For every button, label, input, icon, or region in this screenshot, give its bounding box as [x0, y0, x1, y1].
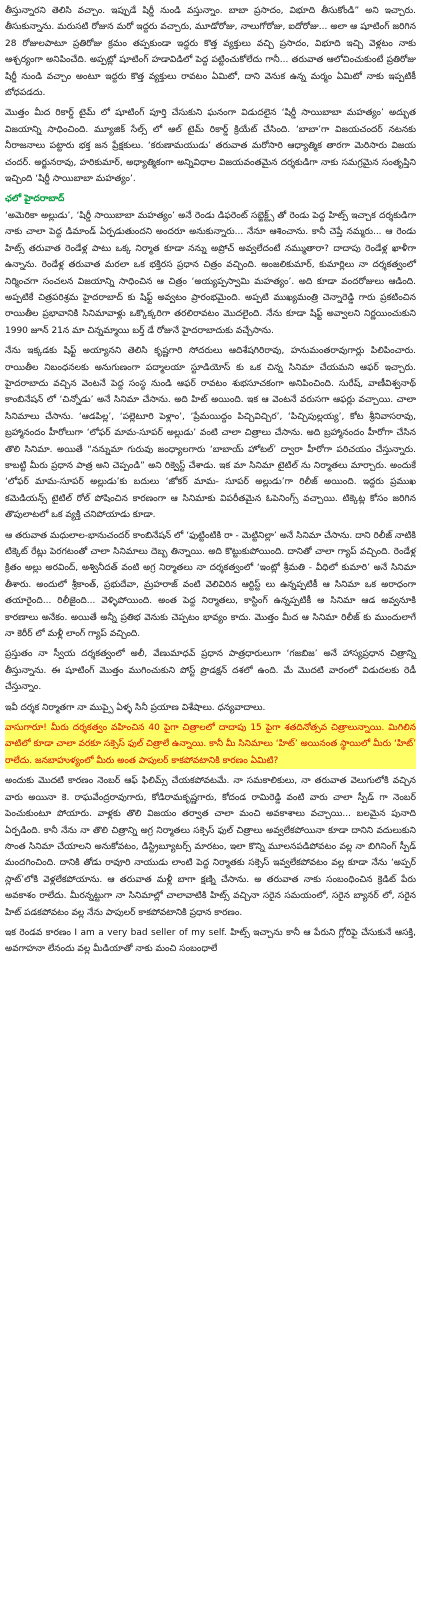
paragraph: ఆ తరువాత మధులాల-భానుచందర్ కాంబినేషన్ లో ‘ఫుట్టింటికి రా - మెట్టినిల్లా’ అనే సినిమా చేసాను. దాని రిలీజ్ నాటికి టిక్కెట్ రేట్లు పెరగటంతో చాలా సినిమాలు దెబ్బ తిన్నాయి. అది కొట్టుకుపోయింది. దానితో చాలా గ్యాప్ వచ్చింది. రెండేళ్ల క్రితం అల్లు అరవింద్, అశ్వినీదత్ వంటి అగ్ర నిర్మాతలు నా దర్శకత్వంలో ‘ఇంట్లో శ్రీమతి - వీధిలో కుమారి’ అనే సినిమా తీశారు. అందులో శ్రీకాంత్, ప్రభుదేవా, మ్రహరాజ్ వంటి వెలివిరిన ఆర్టిస్ట్ లు ఉన్నప్పటికీ ఆ సినిమా ఒక అరాధంగా తయారైంది... రిలీజైంది... వెళ్ళిపోయింది. అంత పెద్ద నిర్మాతలు, కాస్టింగ్ ఉన్నప్పటికీ ఆ సినిమా ఆడ అవ్వనూకి కారణాలు అనేకం. అయితే అన్నీ ప్రతిభ వెనుకు చెప్పటం భావ్యం కాదు. మొత్తం మీద ఆ సినిమా రిలీజ్ కు ముందులాగే నా కెరీర్ లో మళ్లీ లాంగ్ గ్యాప్ వచ్చింది.: [5, 530, 416, 640]
paragraph: నేను ఇక్కడకు షిఫ్ట్ అయ్యానని తెలిసి కృష్ణగారి సోదరులు ఆదిశేషగిరిరావు, హనుమంతరావుగార్లు పిలిపించారు. రాయితీల నిబంధనలకు అనుగుణంగా పద్మాలయా స్టూడియోస్ కు ఒక చిన్న సినిమా చేయమని ఆఫర్ ఇచ్చారు. హైదరాబాదు వచ్చిన వెంటనే పెద్ద సంస్థ నుండి ఆఫర్ రావటం శుభసూచకంగా అనిపించింది. సురేష్, వాణీవిశ్వనాథ్ కాంబినేషన్ లో ‘చిన్నోడు’ అనే సినిమా చేసాను. అది హిట్ అయింది. ఇక ఆ వెంటనే వరుసగా ఆఫర్లు వచ్చాయి. చాలా సినిమాలు చేసాను. ‘ఆడపిల్ల’, ‘పల్లెటూరి పెళ్లాం’, ‘ప్రేమయిద్దం పిచ్చివిచ్చిర’, ‘పిచ్చిపుల్లయ్య’, కోట శ్రీనివాసరావు, బ్రహ్మానందం హీరోలుగా ‘లోఫర్ మామ-సూపర్ అల్లుడు’ వంటి చాలా చిత్రాలు చేసాను. అది బ్రహ్మానందం హీరోగా చేసిన తొలి సినిమా. అయితే “నన్నుమా గురువు జంధ్యాలగారు ‘బాబాయ్ హోటల్’ ద్వారా హీరోగా పరిచయం చేస్తున్నారు. కాబట్టి మీరు ప్రధాన పాత్ర అని చెప్పండి” అని రిక్వెస్ట్ చేశాడు. ఇక మా సినిమా టైటిల్ ను నిర్మాతలు మార్చారు. అందుకే ‘లోఫర్ మామ-సూపర్ అల్లుడు’కు బదులు ‘జోకర్ మామ- సూపర్ అల్లుడు’గా రిలీజ్ అయింది. ఇద్దరు ప్రముఖ కమెడియన్స్ టైటిల్ రోల్ పోషించిన కారణంగా ఆ సినిమాకు విపరీతమైన ఓపెనింగ్స్ వచ్చాయి. టిక్కెట్ల కోసం జరిగిన తొపులాటలో ఒక వ్యక్తి చనిపోయాడు కూడా.: [5, 346, 416, 521]
section-heading: ఛలో హైదరాబాద్: [5, 194, 65, 205]
paragraph: ‘అమెరికా అల్లుడు’, ‘షిర్డీ సాయిబాబా మహత్యం’ అనే రెండు డిఫరెంట్ సబ్జెక్ట్స్ తో రెండు పెద్ద హిట్స్ ఇచ్చాక దర్శకుడిగా నాకు చాలా పెద్ద డిమాండ్ ఏర్పడుతుందని అందరూ అనుకున్నారు... నేనూ ఆశించాను. కానీ చెప్తే నమ్మరు... ఆ రెండు హిట్స్ తరువాత రెండేళ్ల పాటు ఒక్క నిర్మాత కూడా నన్ను అప్రోచ్ అవ్వలేదంటే నమ్ముతారా? దాదాపు రెండేళ్ల ఖాళీగా ఉన్నాను. రెండేళ్ల తరువాత మరలా ఒక భక్తిరస ప్రధాన చిత్రం వచ్చింది. అంజలికుమార్, కుమార్లిలు నా దర్శకత్వంలో నిర్మించగా సంచలన విజయాన్ని సాధించిన ఆ చిత్రం ‘అయ్యప్పస్వామి మహత్యం’. అది కూడా వందరోజులు ఆడింది. అప్పటికే చిత్రపరిశ్రమ హైదరాబాద్ కు షిఫ్ట్ అవ్వటం ప్రారంభమైంది. అప్పటి ముఖ్యమంత్రి చెన్నారెడ్డి గారు ప్రకటించిన రాయితీల ప్రభావానికి సినిమావాళ్లు ఒక్కొక్కరిగా తరలిరావటం మొదలైంది. నేను కూడా షిఫ్ట్ అవ్వాలని నిర్ణయించుకుని 1990 జూన్ 21న మా చిన్నమ్మాయి బర్త్ డే రోజునే హైదరాబాదుకు వచ్చేసాను.: [5, 210, 416, 336]
paragraph: ప్రస్తుతం నా స్వీయ దర్శకత్వంలో అలీ, వేణుమాధవ్ ప్రధాన పాత్రధారులుగా ‘గజబిజ’ అనే హాస్యప్రధాన చిత్రాన్ని తీస్తున్నాను. ఈ షూటింగ్ మొత్తం ముగించుకుని పోస్ట్ ప్రొడక్షన్ దశలో ఉంది. మే మొదటి వారంలో విడుదలకు రెడీ చేస్తున్నాం.: [5, 649, 416, 693]
interview-question: వాసుగారూ! మీరు దర్శకత్వం వహించిన 40 పైగా చిత్రాలలో దాదాపు 15 పైగా శతదినోత్సవ చిత్రాలున్నాయి. మిగిలిన వాటిలో కూడా చాలా వరకూ సక్సెస్ ఫుల్ చిత్రాలే ఉన్నాయి. కానీ మీ సినిమాలు ‘హిట్’ అయినంత స్థాయిలో మీరు ‘హిట్’ రాలేదు. జనబాహుళ్యంలో మీరు అంత పాపులర్ కాకపోవటానికి కారణం ఏమిటి?: [5, 720, 416, 769]
paragraph: అందుకు మొదటి కారణం నెంబర్ ఆఫ్ ఫిలిమ్స్ చేయకపోవటమే. నా సమకాలికులు, నా తరువాత వెలుగులోకి వచ్చిన వారు అయినా కె. రాఘవేంద్రరావుగారు, కోడిరామకృష్ణగారు, కోదండ రామిరెడ్డి వంటి వారు చాలా స్పీడ్ గా నెంబర్ పెంచుకుంటూ పోయారు. వాళ్లకు తొలి విజయం తర్వాత చాలా మంచి అవకాశాలు వచ్చాయి... బలమైన పునాది ఏర్పడింది. కానీ నేను నా తొలి చిత్రాన్ని అగ్ర నిర్మాతలు సక్సెస్ ఫుల్ చిత్రాలు అవ్వలేకపోయినా కూడా దానిని వదులుకుని సొంత సినిమా చేయాలని అనుకోవటం, డిస్ట్రిబ్యూటర్స్ మారటం, ఇలా కొన్ని మూలనపడిపోవటం వల్ల నా బిగినింగ్ స్పీడ్ మందగించింది. దానికి తోడు రావూరి నాయుడు లాంటి పెద్ద నిర్మాతకు సక్సెస్ ఇవ్వలేకపోవటం వల్ల కూడా నేను ‘అప్పర్ స్లాట్’లోకి వెళ్లలేకపోయాను. ఆ తరువాత మళ్లీ బాగా క్షణ్ని చేసాను. అ తరువాత నాకు సంబంధించిన క్రెడిట్ పేరు అవకాశం రాలేదు. మీరన్నట్టుగా నా సినిమాల్లో చాలావాటికి హిట్స్ వచ్చినా సరైన సమయంలో, సరైన బ్యానర్ లో, సరైన హిట్ పడకపోవటం వల్ల నేను పాపులర్ కాకపోవటానికి ప్రధాన కారణం.: [5, 776, 416, 918]
paragraph: మొత్తం మీద రికార్డ్ టైమ్ లో షూటింగ్ పూర్తి చేసుకుని ఘనంగా విడుదలైన ‘షిర్డీ సాయిబాబా మహత్యం’ అద్భుత విజయాన్ని సాధించింది. మ్యూజిక్ సేల్స్ లో ఆల్ టైమ్ రికార్డ్ క్రియేట్ చేసింది. ‘బాబా’గా విజయచందర్ నటనకు నీరాజనాలు పట్టారు భక్త జన ప్రేక్షకులు. ‘కరుణామయుడు’ తరువాత మరోసారి ఆధ్యాత్మిక తారగా మెరిసారు విజయ చందర్. అర్జునరావు, హరికుమార్, అధ్యాత్మికంగా అన్నివిధాల విజయవంతమైన దర్శకుడిగా నాకు సమగ్రమైన సంతృప్తిని ఇచ్చింది ‘షిర్డీ సాయిబాబా మహత్యం’.: [5, 108, 416, 185]
paragraph: తీస్తున్నారని తెలిసి వచ్చాం. ఇప్పుడే షిర్డీ నుండి వస్తున్నాం. బాబా ప్రసాదం, విభూది తీసుకోండి” అని ఇచ్చారు. తీసుకున్నాను. మరుసటి రోజున మరో ఇద్దరు వచ్చారు, మూడోరోజు, నాలుగోరోజు, ఐదోరోజు... అలా ఆ షూటింగ్ జరిగిన 28 రోజులపాటూ ప్రతిరోజు క్రమం తప్పకుండా ఇద్దరు కొత్త వ్యక్తులు వచ్చి ప్రసాదం, విభూది ఇచ్చి వెళ్లటం నాకు ఆశ్చర్యంగా అనిపించేది. అప్పట్లో షూటింగ్ హడావిడిలో పెద్ద పట్టించుకోలేదు గానీ... తరువాత ఆలోచించుకుంటే ప్రతిరోజు షిర్డీ నుండి వచ్చాం అంటూ ఇద్దరు కొత్త వ్యక్తులు రావటం ఏమిటో, దాని వెనుక ఉన్న మర్మం ఏమిటో నాకు ఇప్పటికీ బోధపడదు.: [5, 6, 416, 99]
paragraph: ఇవీ దర్శక నిర్మాతగా నా ముప్పై ఏళ్ళ సినీ ప్రయాణ విశేషాలు. ధన్యవాదాలు.: [5, 702, 266, 713]
paragraph: ఇక రెండవ కారణం I am a very bad seller of my self. హిట్స్ ఇచ్చాను కానీ ఆ పేరుని గ్లోరిఫై చేసుకునే ఆసక్తి, అవగాహనా లేనందు వల్ల మీడియాతో నాకు మంచి సంబంధాలే: [5, 927, 416, 955]
